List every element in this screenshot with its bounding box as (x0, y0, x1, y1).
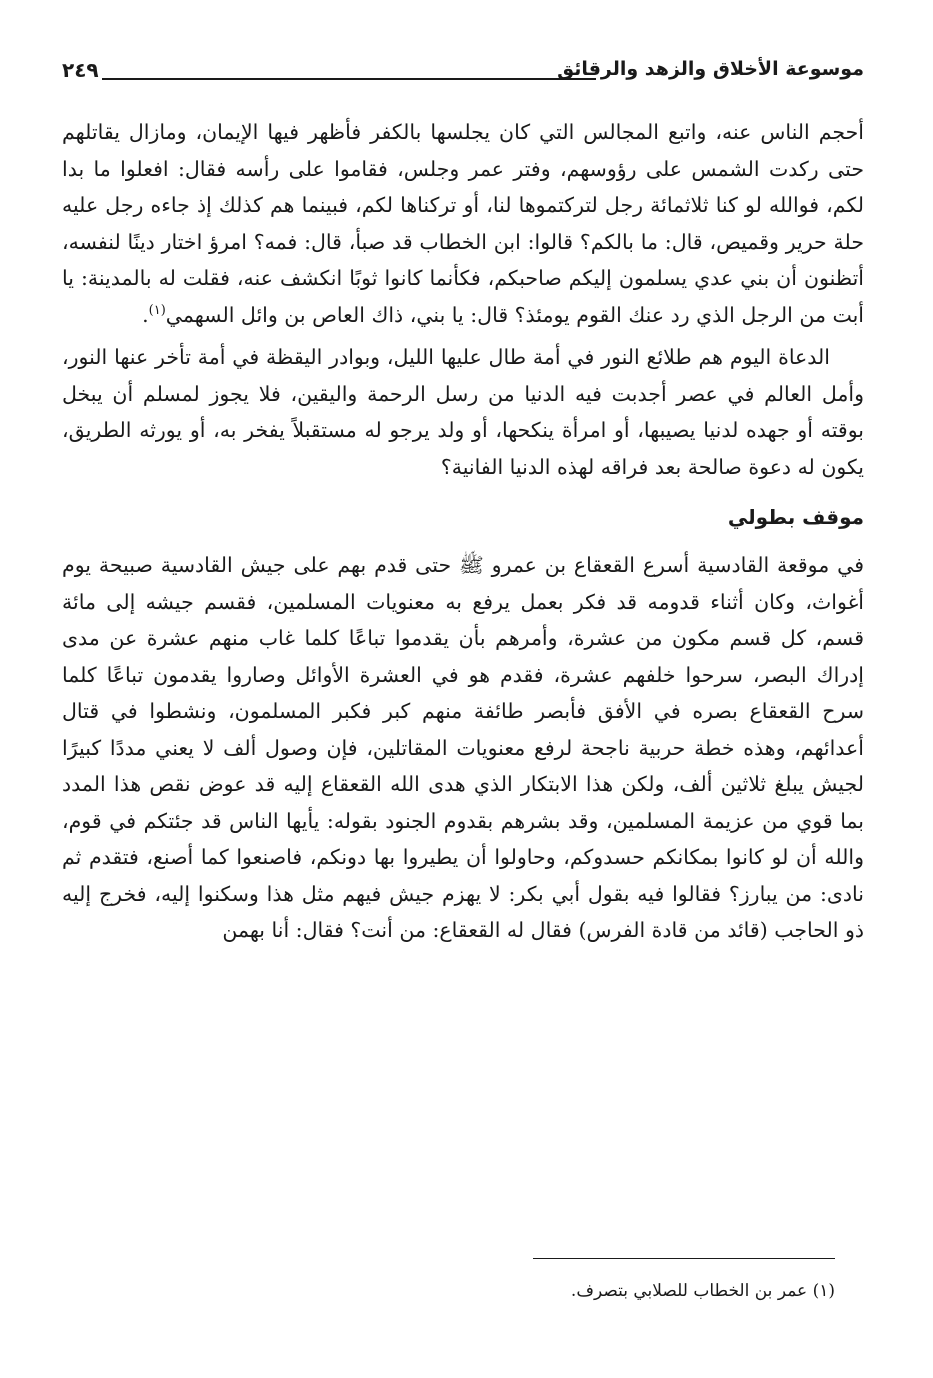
footnote: (١) عمر بن الخطاب للصلابي بتصرف. (570, 1281, 835, 1301)
paragraph-1-text: أحجم الناس عنه، واتبع المجالس التي كان يجلسها بالكفر فأظهر فيها الإيمان، ومازال يقاتلهم حتى ركدت الشمس على رؤوسهم، وفتر عمر وجلس، فقاموا على رأسه فقال: افعلوا ما بدا لكم، فوالله لو كنا ثلاثمائة رجل لتركتموها لنا، أو تركناها لكم، فبينما هم كذلك إذ جاءه رجل عليه حلة حرير وقميص، قال: ما بالكم؟ قالوا: ابن الخطاب قد صبأ، قال: فمه؟ امرؤ اختار دينًا لنفسه، أتظنون أن بني عدي يسلمون إليكم صاحبكم، فكأنما كانوا ثوبًا انكشف عنه، فقلت له بالمدينة: يا أبت من الرجل الذي رد عنك القوم يومئذ؟ قال: يا بني، ذاك العاص بن وائل السهمي (62, 120, 864, 327)
section-paragraph: في موقعة القادسية أسرع القعقاع بن عمرو ﷺ حتى قدم بهم على جيش القادسية صبيحة يوم أغواث، وكان أثناء قدومه قد فكر بعمل يرفع به معنويات المسلمين، فقسم جيشه إلى مائة قسم، كل قسم مكون من عشرة، وأمرهم بأن يقدموا تباعًا كلما غاب منهم عشرة عن مدى إدراك البصر، سرحوا خلفهم عشرة، فقدم هو في العشرة الأوائل وصاروا يقدمون تباعًا كلما سرح القعقاع بصره في الأفق فأبصر طائفة منهم كبر فكبر المسلمون، ونشطوا في قتال أعدائهم، وهذه خطة حربية ناجحة لرفع معنويات المقاتلين، فإن وصول ألف لا يعني مددًا كبيرًا لجيش يبلغ ثلاثين ألف، ولكن هذا الابتكار الذي هدى الله القعقاع إليه قد عوض نقص هذا المدد بما قوي من عزيمة المسلمين، وقد بشرهم بقدوم الجنود بقوله: يأيها الناس قد جئتكم في قوم، والله أن لو كانوا بمكانكم حسدوكم، وحاولوا أن يطيروا بها دونكم، فاصنعوا كما أصنع، فتقدم ثم نادى: من يبارز؟ فقالوا فيه بقول أبي بكر: لا يهزم جيش فيهم مثل هذا وسكنوا إليه، فخرج إليه ذو الحاجب (قائد من قادة الفرس) فقال له القعقاع: من أنت؟ فقال: أنا بهمن (62, 553, 864, 942)
page-header (62, 56, 864, 96)
header-rule (102, 78, 596, 80)
section-heading: موقف بطولي (727, 505, 864, 529)
footnote-separator (533, 1258, 835, 1259)
paragraph-1 (62, 114, 864, 333)
page-number: ٢٤٩ (62, 58, 99, 82)
running-title: موسوعة الأخلاق والزهد والرقائق (557, 58, 864, 80)
paragraph-2: الدعاة اليوم هم طلائع النور في أمة طال عليها الليل، وبوادر اليقظة في أمة تأخر عنها النور، وأمل العالم في عصر أجدبت فيه الدنيا من رسل الرحمة واليقين، فلا يجوز لمسلم أن يبخل بوقته أو جهده لدنيا يصيبها، أو امرأة ينكحها، أو ولد يرجو له مستقبلاً يفخر به، أو يورثه الطريق، يكون له دعوة صالحة بعد فراقه لهذه الدنيا الفانية؟ (62, 345, 864, 479)
footnote-reference: (١) (148, 302, 166, 318)
main-text (62, 114, 864, 949)
paragraph-1-end: . (142, 302, 149, 327)
